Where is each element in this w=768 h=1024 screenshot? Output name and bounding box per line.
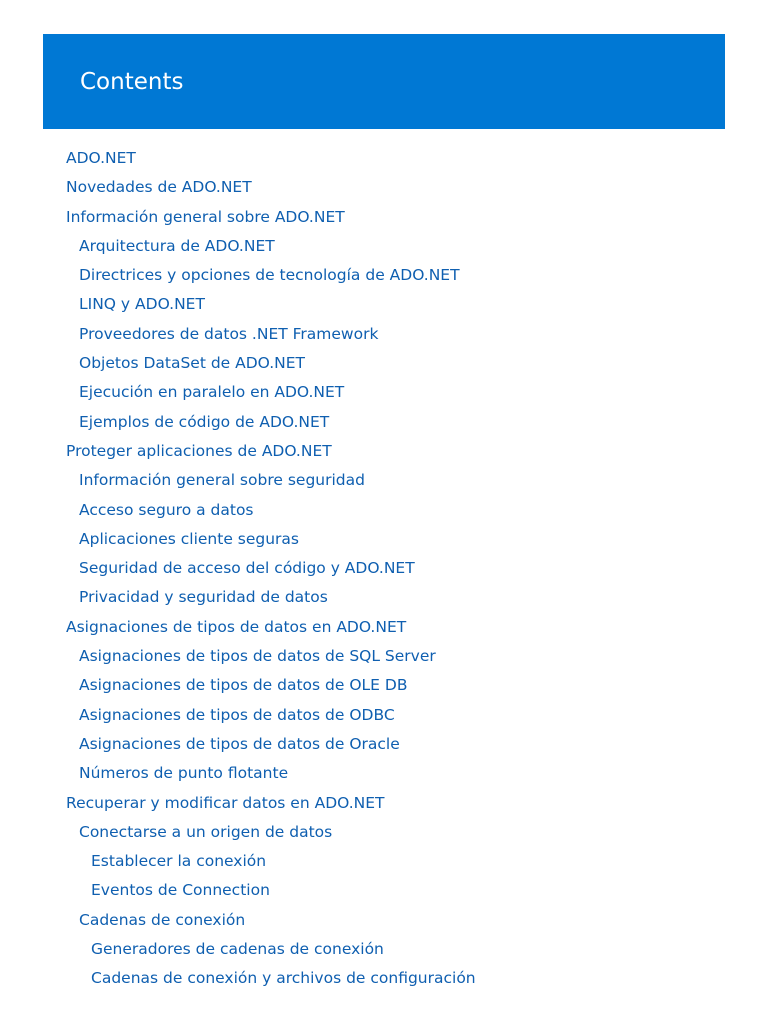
toc-item bbox=[0, 436, 768, 465]
toc-item bbox=[0, 319, 768, 348]
toc-item bbox=[0, 817, 768, 846]
toc-link[interactable]: ADO.NET bbox=[66, 149, 136, 167]
toc-link[interactable]: Novedades de ADO.NET bbox=[66, 178, 252, 197]
toc-link[interactable]: Proteger aplicaciones de ADO.NET bbox=[66, 441, 332, 460]
toc-item bbox=[0, 172, 768, 201]
toc-link[interactable]: Asignaciones de tipos de datos de OLE DB bbox=[79, 676, 408, 695]
toc-item bbox=[0, 875, 768, 904]
toc-item bbox=[0, 758, 768, 787]
toc-link[interactable]: Asignaciones de tipos de datos de Oracle bbox=[79, 734, 400, 753]
toc-link[interactable]: Recuperar y modificar datos en ADO.NET bbox=[66, 793, 385, 812]
toc-item bbox=[0, 202, 768, 231]
toc-link[interactable]: Seguridad de acceso del código y ADO.NET bbox=[79, 559, 415, 578]
toc-item bbox=[0, 788, 768, 817]
table-of-contents bbox=[0, 143, 768, 993]
toc-link[interactable]: Establecer la conexión bbox=[91, 852, 267, 871]
toc-link[interactable]: Generadores de cadenas de conexión bbox=[91, 940, 384, 959]
toc-item bbox=[0, 553, 768, 582]
toc-link[interactable]: Conectarse a un origen de datos bbox=[79, 822, 333, 841]
toc-item bbox=[0, 846, 768, 875]
toc-link[interactable]: Objetos DataSet de ADO.NET bbox=[79, 354, 306, 373]
toc-link[interactable]: Proveedores de datos .NET Framework bbox=[79, 324, 379, 343]
toc-link[interactable]: Cadenas de conexión y archivos de configuración bbox=[91, 969, 476, 988]
toc-item bbox=[0, 377, 768, 406]
page-title: Contents bbox=[80, 69, 184, 95]
toc-link[interactable]: Eventos de Connection bbox=[91, 881, 270, 900]
toc-item bbox=[0, 729, 768, 758]
toc-link[interactable]: Asignaciones de tipos de datos de ODBC bbox=[79, 705, 395, 724]
toc-link[interactable]: Arquitectura de ADO.NET bbox=[79, 236, 275, 255]
toc-item bbox=[0, 582, 768, 611]
toc-item bbox=[0, 289, 768, 318]
toc-item bbox=[0, 700, 768, 729]
toc-item bbox=[0, 670, 768, 699]
toc-item bbox=[0, 641, 768, 670]
toc-item bbox=[0, 934, 768, 963]
toc-link[interactable]: Privacidad y seguridad de datos bbox=[79, 588, 328, 607]
toc-item bbox=[0, 407, 768, 436]
toc-link[interactable]: Ejecución en paralelo en ADO.NET bbox=[79, 383, 345, 402]
toc-link[interactable]: Aplicaciones cliente seguras bbox=[79, 529, 300, 548]
toc-item bbox=[0, 495, 768, 524]
toc-link[interactable]: Números de punto flotante bbox=[79, 764, 289, 783]
toc-item bbox=[0, 465, 768, 494]
toc-link[interactable]: Asignaciones de tipos de datos en ADO.NET bbox=[66, 617, 407, 636]
toc-link[interactable]: Información general sobre ADO.NET bbox=[66, 207, 345, 226]
toc-link[interactable]: Acceso seguro a datos bbox=[79, 500, 254, 519]
toc-item bbox=[0, 143, 768, 172]
contents-header bbox=[43, 34, 725, 129]
toc-link[interactable]: Cadenas de conexión bbox=[79, 910, 246, 929]
toc-link[interactable]: Información general sobre seguridad bbox=[79, 471, 365, 490]
toc-link[interactable]: Directrices y opciones de tecnología de ADO.NET bbox=[79, 266, 460, 285]
toc-item bbox=[0, 963, 768, 992]
toc-item bbox=[0, 524, 768, 553]
toc-item bbox=[0, 612, 768, 641]
toc-link[interactable]: LINQ y ADO.NET bbox=[79, 295, 205, 314]
toc-item bbox=[0, 905, 768, 934]
toc-item bbox=[0, 348, 768, 377]
toc-link[interactable]: Ejemplos de código de ADO.NET bbox=[79, 412, 330, 431]
toc-item bbox=[0, 231, 768, 260]
toc-link[interactable]: Asignaciones de tipos de datos de SQL Server bbox=[79, 647, 436, 666]
toc-item bbox=[0, 260, 768, 289]
